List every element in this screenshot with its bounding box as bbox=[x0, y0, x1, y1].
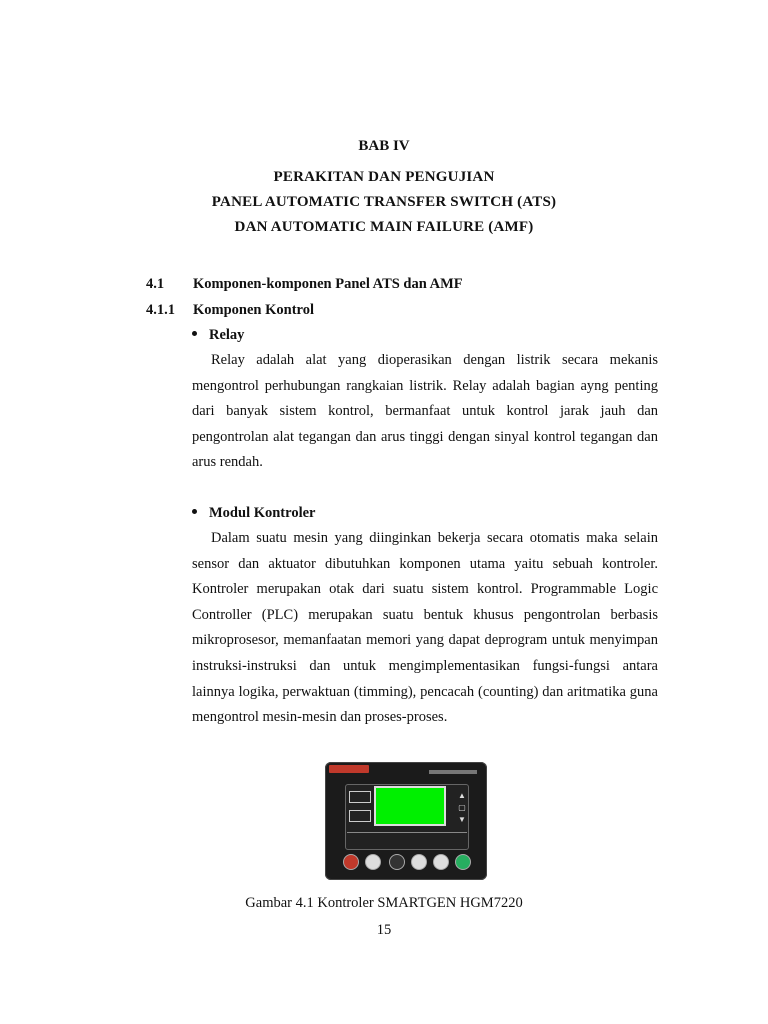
figure-caption: Gambar 4.1 Kontroler SMARTGEN HGM7220 bbox=[245, 895, 523, 911]
auto-button-icon bbox=[411, 854, 427, 870]
paragraph-relay: Relay adalah alat yang dioperasikan dengan listrik secara mekanis mengontrol perhubungan rangkaian listrik. Relay adalah bagian ayng penting dari banyak sistem kontrol, bermanfaat untuk kontrol jarak jauh dan pengontrolan alat tegangan dan arus tinggi dengan sinyal kontrol tegangan dan arus rendah. bbox=[192, 352, 658, 471]
bullet-label: Relay bbox=[209, 327, 245, 343]
section-title: Komponen-komponen Panel ATS dan AMF bbox=[193, 276, 463, 292]
bullet-icon bbox=[192, 331, 197, 336]
controller-label-strip bbox=[429, 770, 477, 774]
manual-button-icon bbox=[365, 854, 381, 870]
brand-logo bbox=[329, 765, 369, 773]
controller-image bbox=[325, 762, 487, 880]
section-number: 4.1.1 bbox=[146, 302, 175, 318]
bullet-label: Modul Kontroler bbox=[209, 505, 316, 521]
panel-divider bbox=[347, 832, 467, 833]
chapter-label: BAB IV bbox=[358, 138, 410, 154]
chapter-title-line-3: DAN AUTOMATIC MAIN FAILURE (AMF) bbox=[234, 219, 534, 235]
indicator-box bbox=[349, 810, 371, 822]
lcd-screen bbox=[374, 786, 446, 826]
bullet-icon bbox=[192, 509, 197, 514]
chapter-title-line-1: PERAKITAN DAN PENGUJIAN bbox=[273, 169, 495, 185]
section-number: 4.1 bbox=[146, 276, 165, 292]
start-button-icon bbox=[455, 854, 471, 870]
blank-button-icon bbox=[389, 854, 405, 870]
indicator-box bbox=[349, 791, 371, 803]
page-number: 15 bbox=[376, 922, 392, 938]
bullet-item-modul-kontroler bbox=[192, 505, 315, 522]
chapter-title-line-2: PANEL AUTOMATIC TRANSFER SWITCH (ATS) bbox=[211, 194, 557, 210]
paragraph-modul-kontroler: Dalam suatu mesin yang diinginkan bekerja secara otomatis maka selain sensor dan aktuator dibutuhkan komponen utama yaitu sebuah kontroler. Kontroler merupakan otak dari suatu sistem kontrol. Programmable Logic Controller (PLC) merupakan suatu bentuk khusus pengontrolan berbasis mikroprosesor, memanfaatan memori yang dapat deprogram untuk menyimpan instruksi-instruksi dan untuk mengimplementasikan fungsi-fungsi antara lainnya logika, perwaktuan (timming), pencacah (counting) dan aritmatika guna mengontrol mesin-mesin dan proses-proses. bbox=[192, 530, 658, 726]
navigation-arrows-icon: ▲ ▢ ▼ bbox=[458, 791, 466, 824]
stop-button-icon bbox=[343, 854, 359, 870]
breaker-button-icon bbox=[433, 854, 449, 870]
section-title: Komponen Kontrol bbox=[193, 302, 314, 318]
bullet-item-relay bbox=[192, 327, 244, 344]
